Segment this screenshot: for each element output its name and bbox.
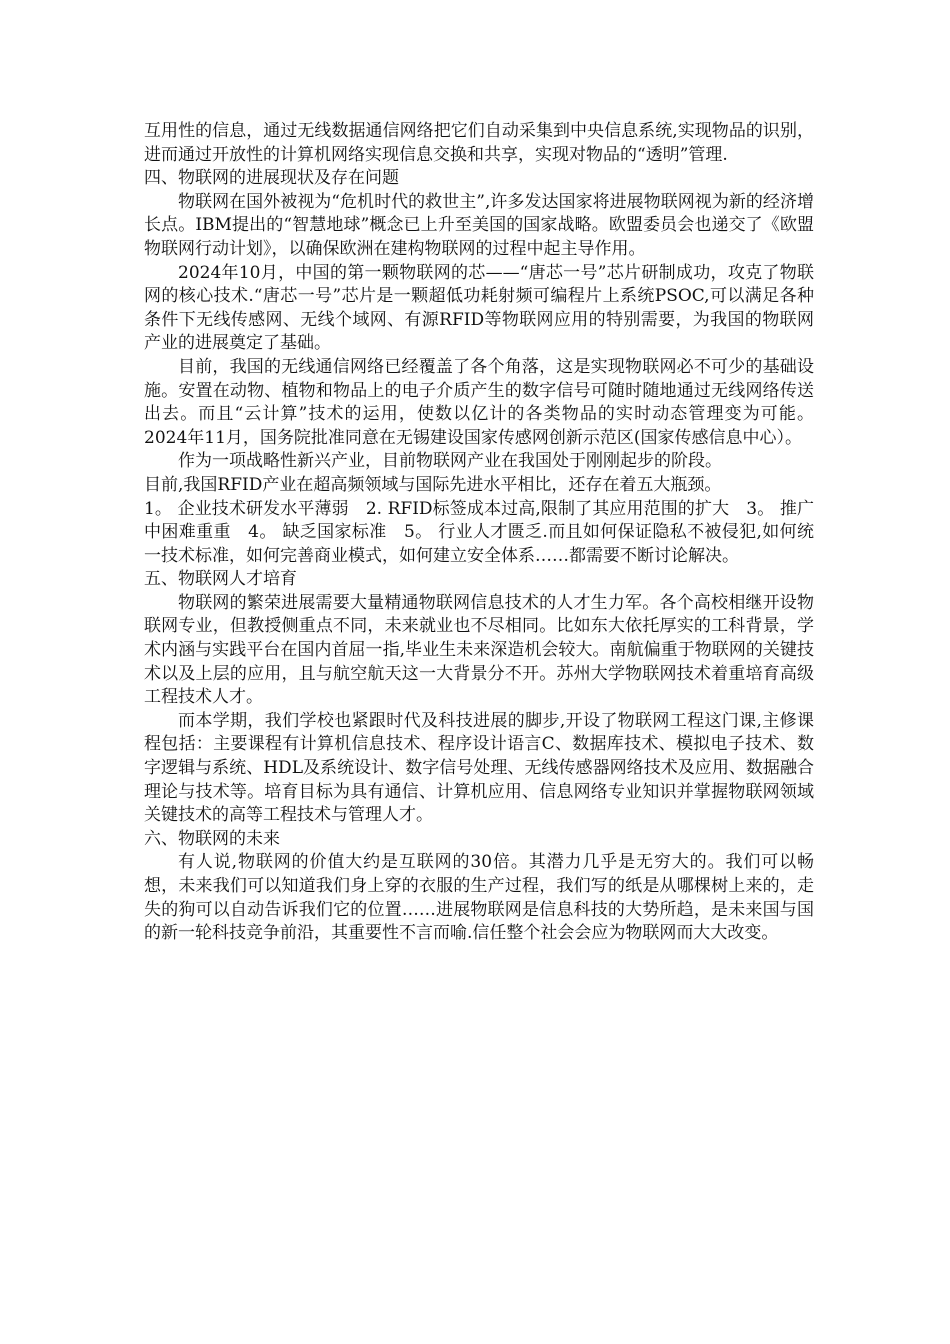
paragraph-body: 而本学期，我们学校也紧跟时代及科技进展的脚步,开设了物联网工程这门课,主修课程包括：主要课程有计算机信息技术、程序设计语言C、数据库技术、模拟电子技术、数字逻辑与系统、HDL及系统设计、数字信号处理、无线传感器网络技术及应用、数据融合理论与技术等。培育目标为具有通信、计算机应用、信息网络专业知识并掌握物联网领域关键技术的高等工程技术与管理人才。 (144, 710, 814, 826)
paragraph-body: 作为一项战略性新兴产业，目前物联网产业在我国处于刚刚起步的阶段。 (178, 451, 722, 472)
section-heading-6: 六、物联网的未来 (144, 828, 280, 849)
paragraph-body: 目前，我国的无线通信网络已经覆盖了各个角落，这是实现物联网必不可少的基础设施。安置在动物、植物和物品上的电子介质产生的数字信号可随时随地通过无线网络传送出去。而且“云计算”技术的运用，使数以亿计的各类物品的实时动态管理变为可能。2024年11月，国务院批准同意在无锡建设国家传感网创新示范区(国家传感信息中心）。 (144, 356, 814, 448)
section-heading-4: 四、物联网的进展现状及存在问题 (144, 168, 399, 189)
paragraph-body: 物联网在国外被视为“危机时代的救世主”,许多发达国家将进展物联网视为新的经济增长点。IBM提出的“智慧地球”概念已上升至美国的国家战略。欧盟委员会也递交了《欧盟物联网行动计划》，以确保欧洲在建构物联网的过程中起主导作用。 (144, 191, 814, 259)
paragraph-bottlenecks: 1。 企业技术研发水平薄弱 2. RFID标签成本过高,限制了其应用范围的扩大 3。 推广中困难重重 4。 缺乏国家标准 5。 行业人才匮乏.而且如何保证隐私不被侵犯,如何统一技术标准，如何完善商业模式，如何建立安全体系……都需要不断讨论解决。 (144, 498, 814, 566)
document-page (144, 120, 814, 946)
paragraph-body: 2024年10月，中国的第一颗物联网的芯——“唐芯一号”芯片研制成功，攻克了物联网的核心技术.“唐芯一号”芯片是一颗超低功耗射频可编程片上系统PSOC,可以满足各种条件下无线传感网、无线个域网、有源RFID等物联网应用的特别需要，为我国的物联网产业的进展奠定了基础。 (144, 262, 814, 354)
paragraph-body: 有人说,物联网的价值大约是互联网的30倍。其潜力几乎是无穷大的。我们可以畅想，未来我们可以知道我们身上穿的衣服的生产过程，我们写的纸是从哪棵树上来的，走失的狗可以自动告诉我们它的位置……进展物联网是信息科技的大势所趋，是未来国与国的新一轮科技竞争前沿，其重要性不言而喻.信任整个社会会应为物联网而大大改变。 (144, 852, 814, 944)
section-heading-5: 五、物联网人才培育 (144, 569, 297, 590)
paragraph-continuation: 互用性的信息，通过无线数据通信网络把它们自动采集到中央信息系统,实现物品的识别，进而通过开放性的计算机网络实现信息交换和共享，实现对物品的“透明”管理. (144, 121, 814, 165)
paragraph-continuation: 目前,我国RFID产业在超高频领域与国际先进水平相比，还存在着五大瓶颈。 (144, 474, 722, 495)
paragraph-body: 物联网的繁荣进展需要大量精通物联网信息技术的人才生力军。各个高校相继开设物联网专业，但教授侧重点不同，未来就业也不尽相同。比如东大依托厚实的工科背景，学术内涵与实践平台在国内首屈一指,毕业生未来深造机会较大。南航偏重于物联网的关键技术以及上层的应用，且与航空航天这一大背景分不开。苏州大学物联网技术着重培育高级工程技术人才。 (144, 592, 814, 708)
